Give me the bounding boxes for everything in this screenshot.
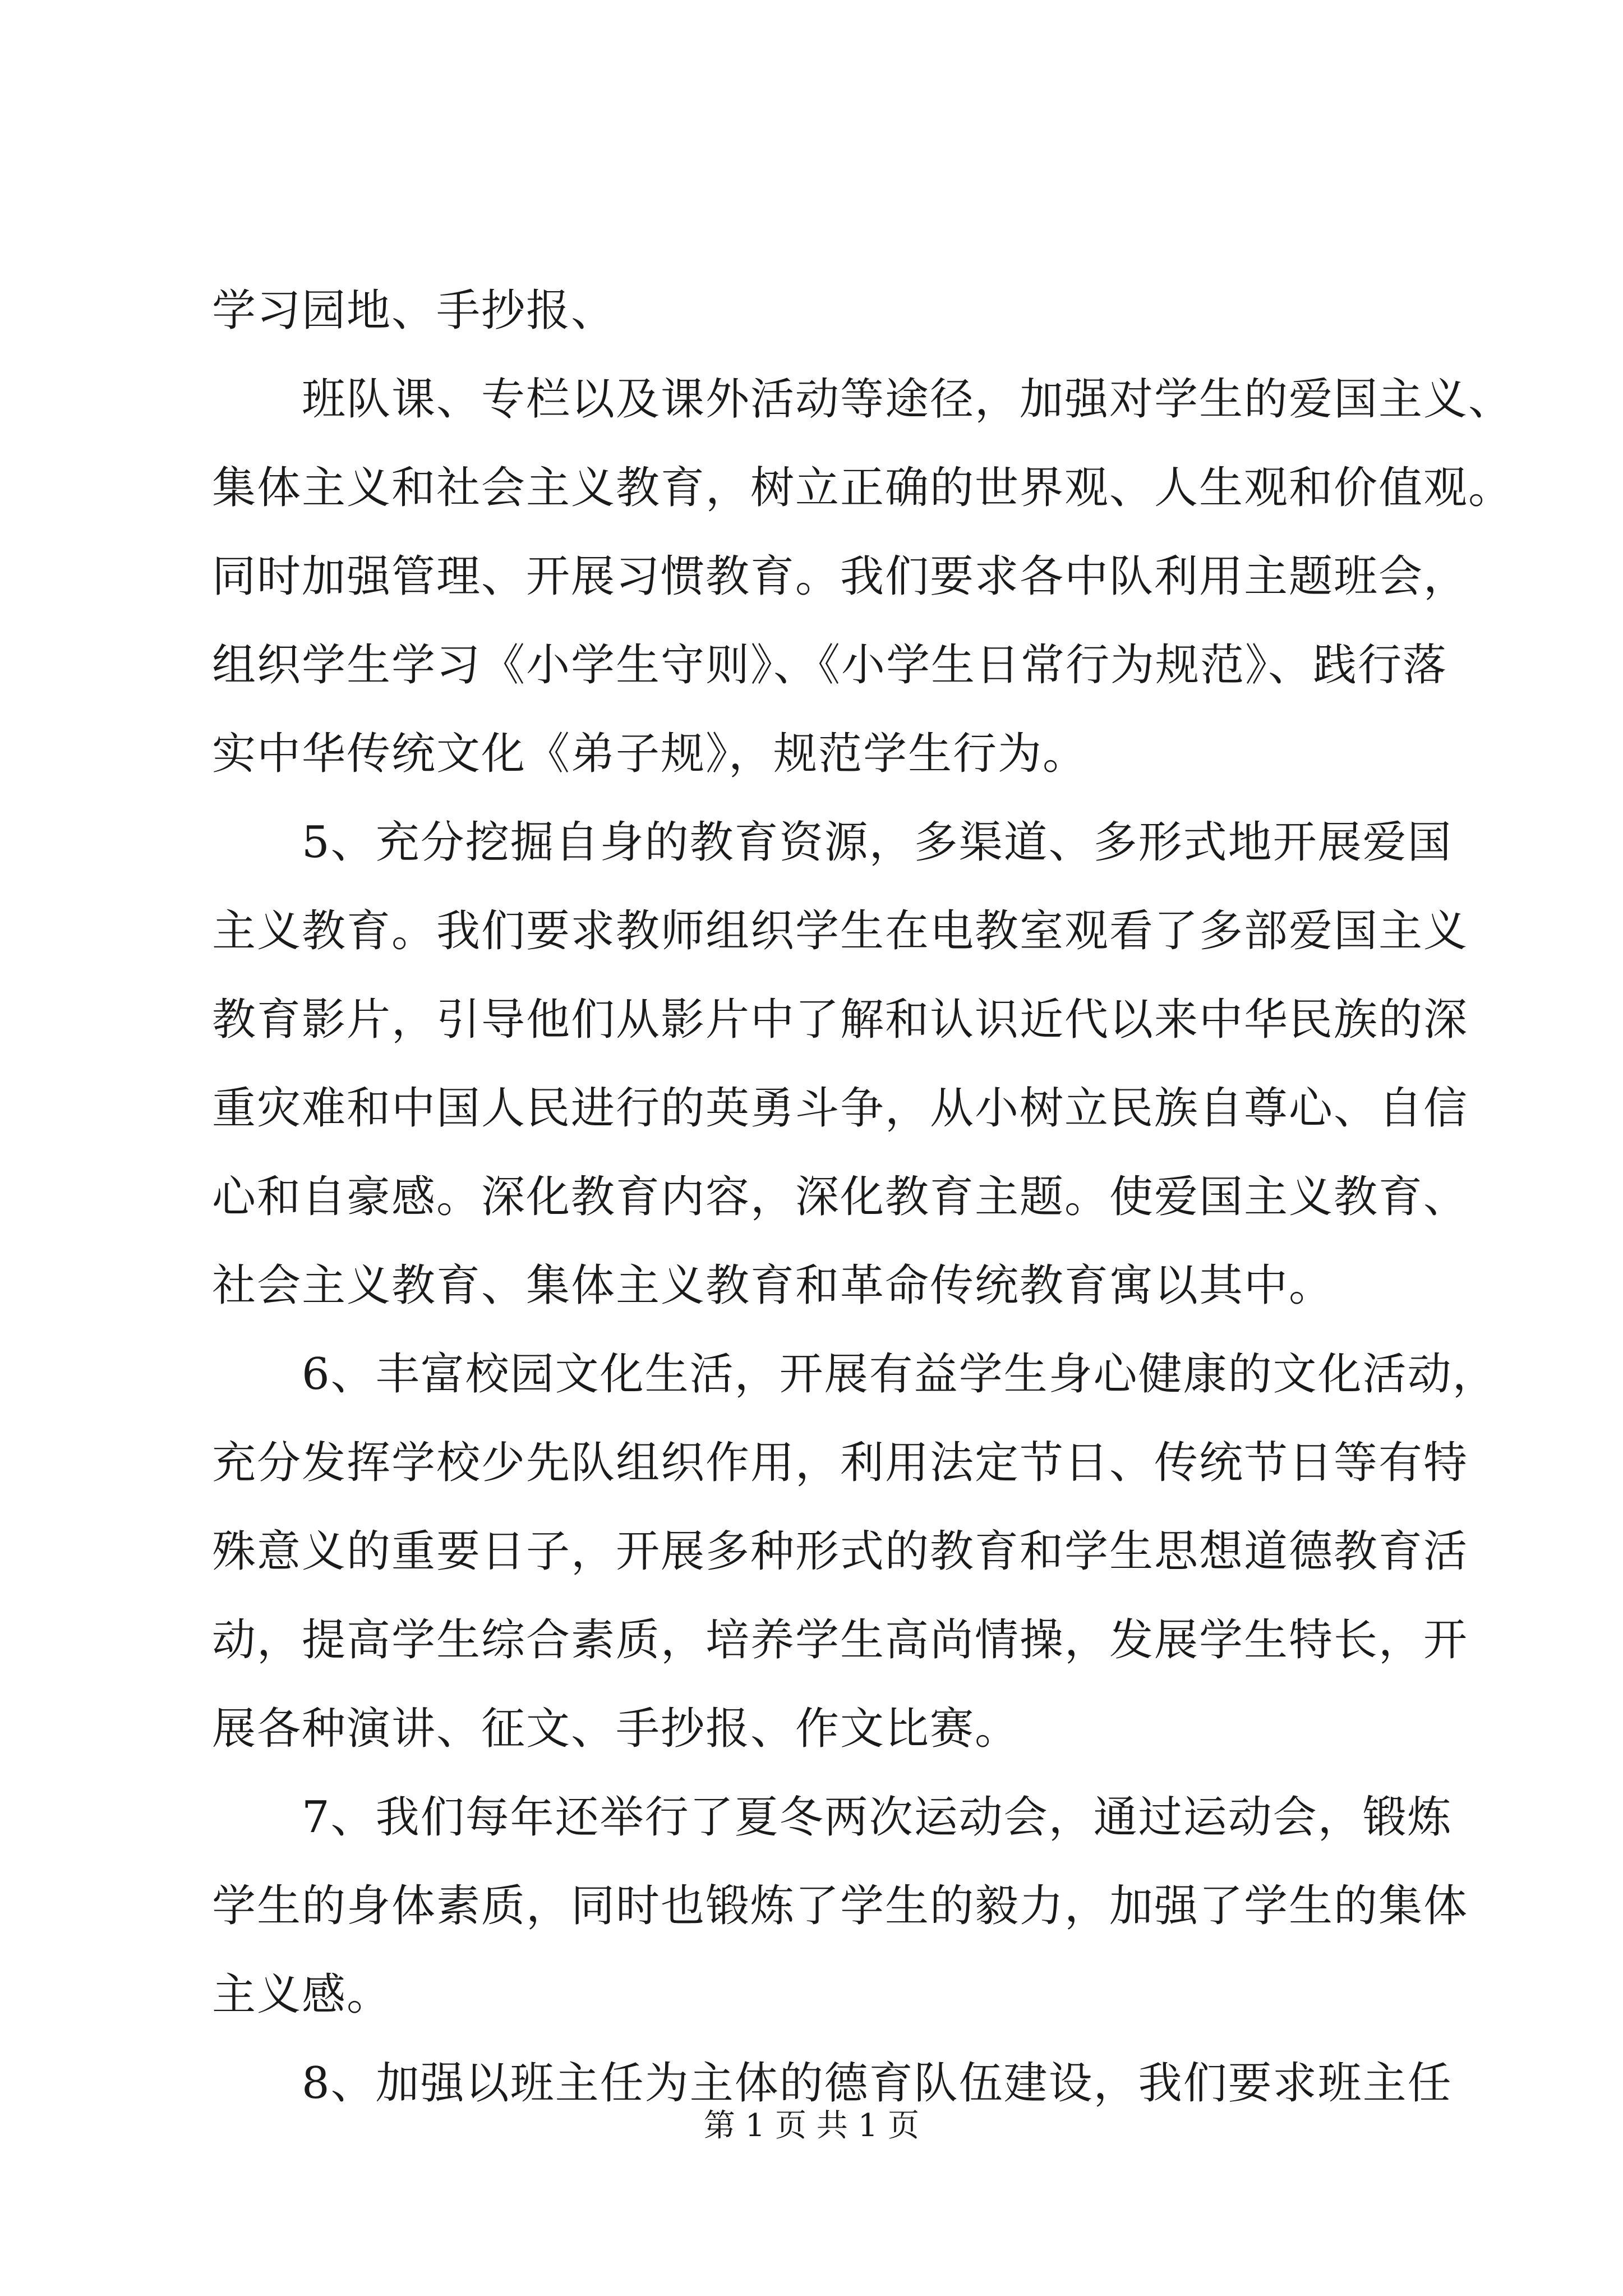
paragraph-first-line: 6、丰富校园文化生活，开展有益学生身心健康的文化活动，	[302, 1349, 1497, 1400]
page-footer: 第 1 页 共 1 页	[703, 2108, 920, 2144]
text-line: 组织学生学习《小学生守则》、《小学生日常行为规范》、践行落	[212, 640, 1448, 691]
paragraph-last-line: 实中华传统文化《弟子规》，规范学生行为。	[212, 729, 1088, 779]
text-line: 动，提高学生综合素质，培养学生高尚情操，发展学生特长，开	[212, 1615, 1469, 1665]
text-line: 学习园地、手抄报、	[212, 286, 616, 336]
paragraph-last-line: 主义感。	[212, 1970, 392, 2020]
paragraph-last-line: 社会主义教育、集体主义教育和革命传统教育寓以其中。	[212, 1260, 1334, 1311]
paragraph-first-line: 5、充分挖掘自身的教育资源，多渠道、多形式地开展爱国	[302, 817, 1453, 868]
paragraph-first-line: 班队课、专栏以及课外活动等途径，加强对学生的爱国主义、	[302, 374, 1514, 425]
paragraph-first-line: 8、加强以班主任为主体的德育队伍建设，我们要求班主任	[302, 2058, 1453, 2109]
paragraph-first-line: 7、我们每年还举行了夏冬两次运动会，通过运动会，锻炼	[302, 1792, 1453, 1843]
text-line: 学生的身体素质，同时也锻炼了学生的毅力，加强了学生的集体	[212, 1881, 1469, 1931]
text-line: 重灾难和中国人民进行的英勇斗争，从小树立民族自尊心、自信	[212, 1083, 1469, 1134]
text-line: 心和自豪感。深化教育内容，深化教育主题。使爱国主义教育、	[212, 1172, 1469, 1222]
text-line: 主义教育。我们要求教师组织学生在电教室观看了多部爱国主义	[212, 906, 1469, 956]
text-line: 同时加强管理、开展习惯教育。我们要求各中队利用主题班会，	[212, 551, 1469, 602]
document-body	[212, 266, 1514, 2128]
paragraph-last-line: 展各种演讲、征文、手抄报、作文比赛。	[212, 1704, 1020, 1754]
text-line: 充分发挥学校少先队组织作用，利用法定节日、传统节日等有特	[212, 1438, 1469, 1488]
text-line: 集体主义和社会主义教育，树立正确的世界观、人生观和价值观。	[212, 463, 1514, 513]
text-line: 教育影片，引导他们从影片中了解和认识近代以来中华民族的深	[212, 995, 1469, 1045]
text-line: 殊意义的重要日子，开展多种形式的教育和学生思想道德教育活	[212, 1526, 1469, 1577]
